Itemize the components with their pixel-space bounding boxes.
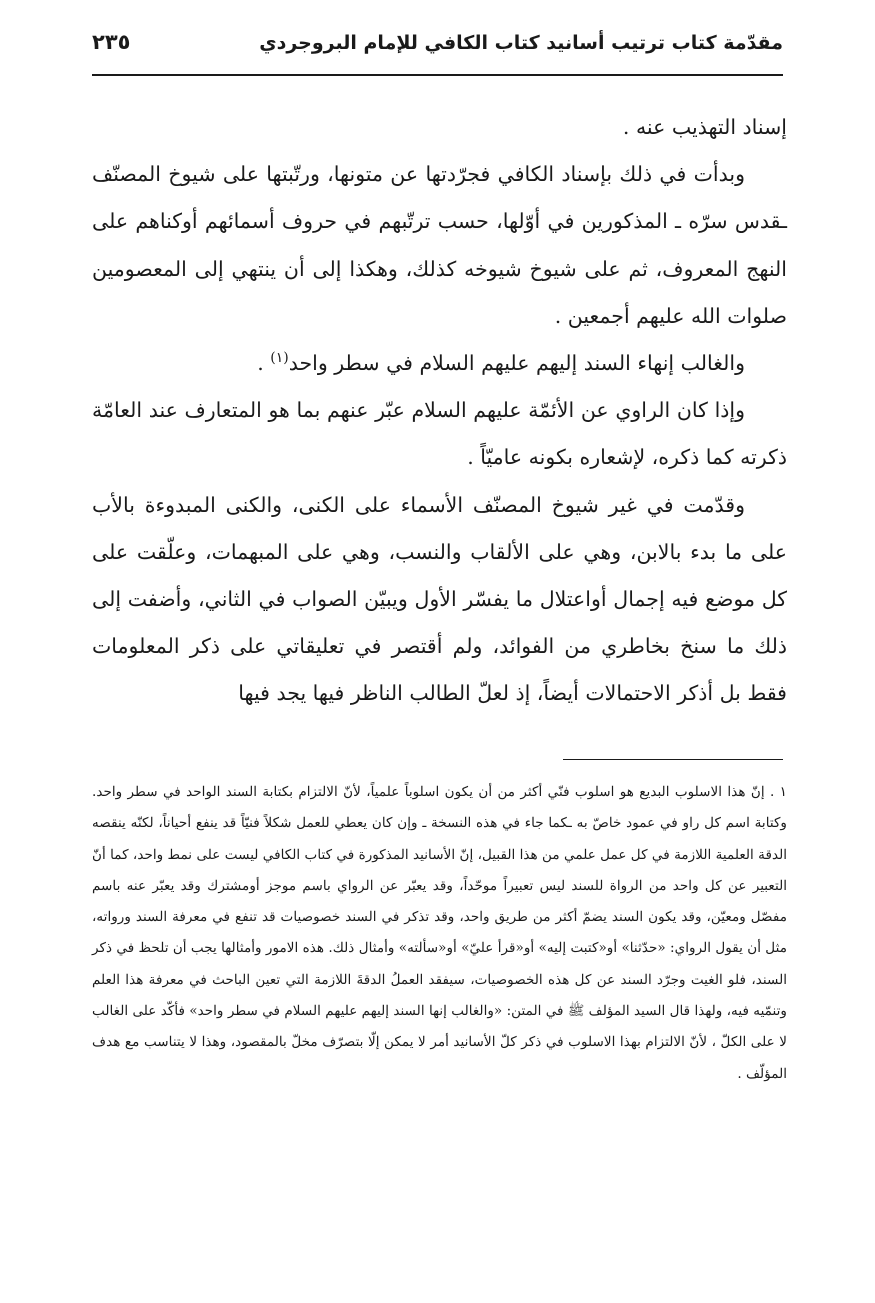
footnote-text: إنّ هذا الاسلوب البديع هو اسلوب فنّي أكثر من أن يكون اسلوباً علمياً، لأنّ الالتزام بكتابة السند الواحد في سطر واحد. وكتابة اسم كل راو في عمود خاصّ به ـكما جاء في هذه النسخة ـ وإن كان يعطي للعمل شكلاً فنيّاً قد ينفع أحياناً، لكنّه ينقصه الدقة العلمية اللازمة في كل عمل علمي من هذا القبيل، إنّ الأسانيد المذكورة في كتاب الكافي ليست على نمط واحد، كما أنّ التعبير عن كل واحد من الرواة للسند ليس تعبيراً موحّداً، وقد يعبّر عن الرواي باسم موجز أومشترك وقد يعبّر عنه باسم مفصّل ومعيّن، وقد يكون السند يضمّ أكثر من طريق واحد، وقد تذكر في السند خصوصيات قد تنفع في معرفة السند ورواته، مثل أن يقول الرواي: «حدّثنا» أو«كتبت إليه» أو«قرأ عليّ» أو«سألته» وأمثال ذلك. هذه الامور وأمثالها يجب أن تلحظ في ذكر السند، فلو الغيت وجرّد السند عن كل هذه الخصوصيات، سيفقد العملُ الدقةَ اللازمة التي تعين الباحث في معرفة هذا العلم وتنمّيه فيه، ولهذا قال السيد المؤلف ﷺ في المتن: «والغالب إنها السند إليهم عليهم السلام في سطر واحد» فأكّد على الغالب لا على الكلّ ، لأنّ الالتزام بهذا الاسلوب في ذكر كلّ الأسانيد أمر لا يمكن إلّا بتصرّف مخلّ بالمقصود، وهذا لا يتناسب مع هدف المؤلّف .	[92, 784, 787, 1082]
footnote-1	[92, 777, 787, 1090]
paragraph-4: وإذا كان الراوي عن الأئمّة عليهم السلام عبّر عنهم بما هو المتعارف عند العامّة ذكرته كما ذكره، لإشعاره بكونه عاميّاً .	[92, 398, 787, 470]
paragraph-5: وقدّمت في غير شيوخ المصنّف الأسماء على الكنى، والكنى المبدوءة بالأب على ما بدء بالابن، وهي على الألقاب والنسب، وهي على المبهمات، وعلّقت على كل موضع فيه إجمال أواعتلال ما يفسّر الأول ويبيّن الصواب في الثاني، وأضفت إلى ذلك ما سنخ بخاطري من الفوائد، ولم أقتصر في تعليقاتي على ذكر المعلومات فقط بل أذكر الاحتمالات أيضاً، إذ لعلّ الطالب الناظر فيها يجد فيها	[92, 492, 787, 706]
main-text	[92, 104, 787, 718]
paragraph-2: وبدأت في ذلك بإسناد الكافي فجرّدتها عن متونها، ورتّبتها على شيوخ المصنّف ـقدس سرّه ـ المذكورين في أوّلها، حسب ترتّبهم في حروف أسمائهم أوكناهم على النهج المعروف، ثم على شيوخ شيوخه كذلك، وهكذا إلى أن ينتهي إلى المعصومين صلوات الله عليهم أجمعين .	[92, 162, 787, 328]
paragraph-3-end: .	[257, 351, 271, 376]
paragraph-3-text: والغالب إنهاء السند إليهم عليهم السلام في سطر واحد	[288, 351, 745, 376]
paragraph-3	[92, 340, 787, 387]
header-title: مقدّمة كتاب ترتيب أسانيد كتاب الكافي للإمام البروجردي	[259, 32, 783, 54]
running-header	[92, 26, 783, 70]
footnote-reference[interactable]: (١)	[270, 350, 289, 367]
footnote-number: ١ .	[769, 784, 787, 800]
footnote-separator	[563, 759, 783, 760]
paragraph-1: إسناد التهذيب عنه .	[622, 115, 787, 139]
footnotes	[92, 777, 787, 1090]
header-rule	[92, 74, 783, 76]
page-number: ٢٣٥	[92, 30, 131, 54]
